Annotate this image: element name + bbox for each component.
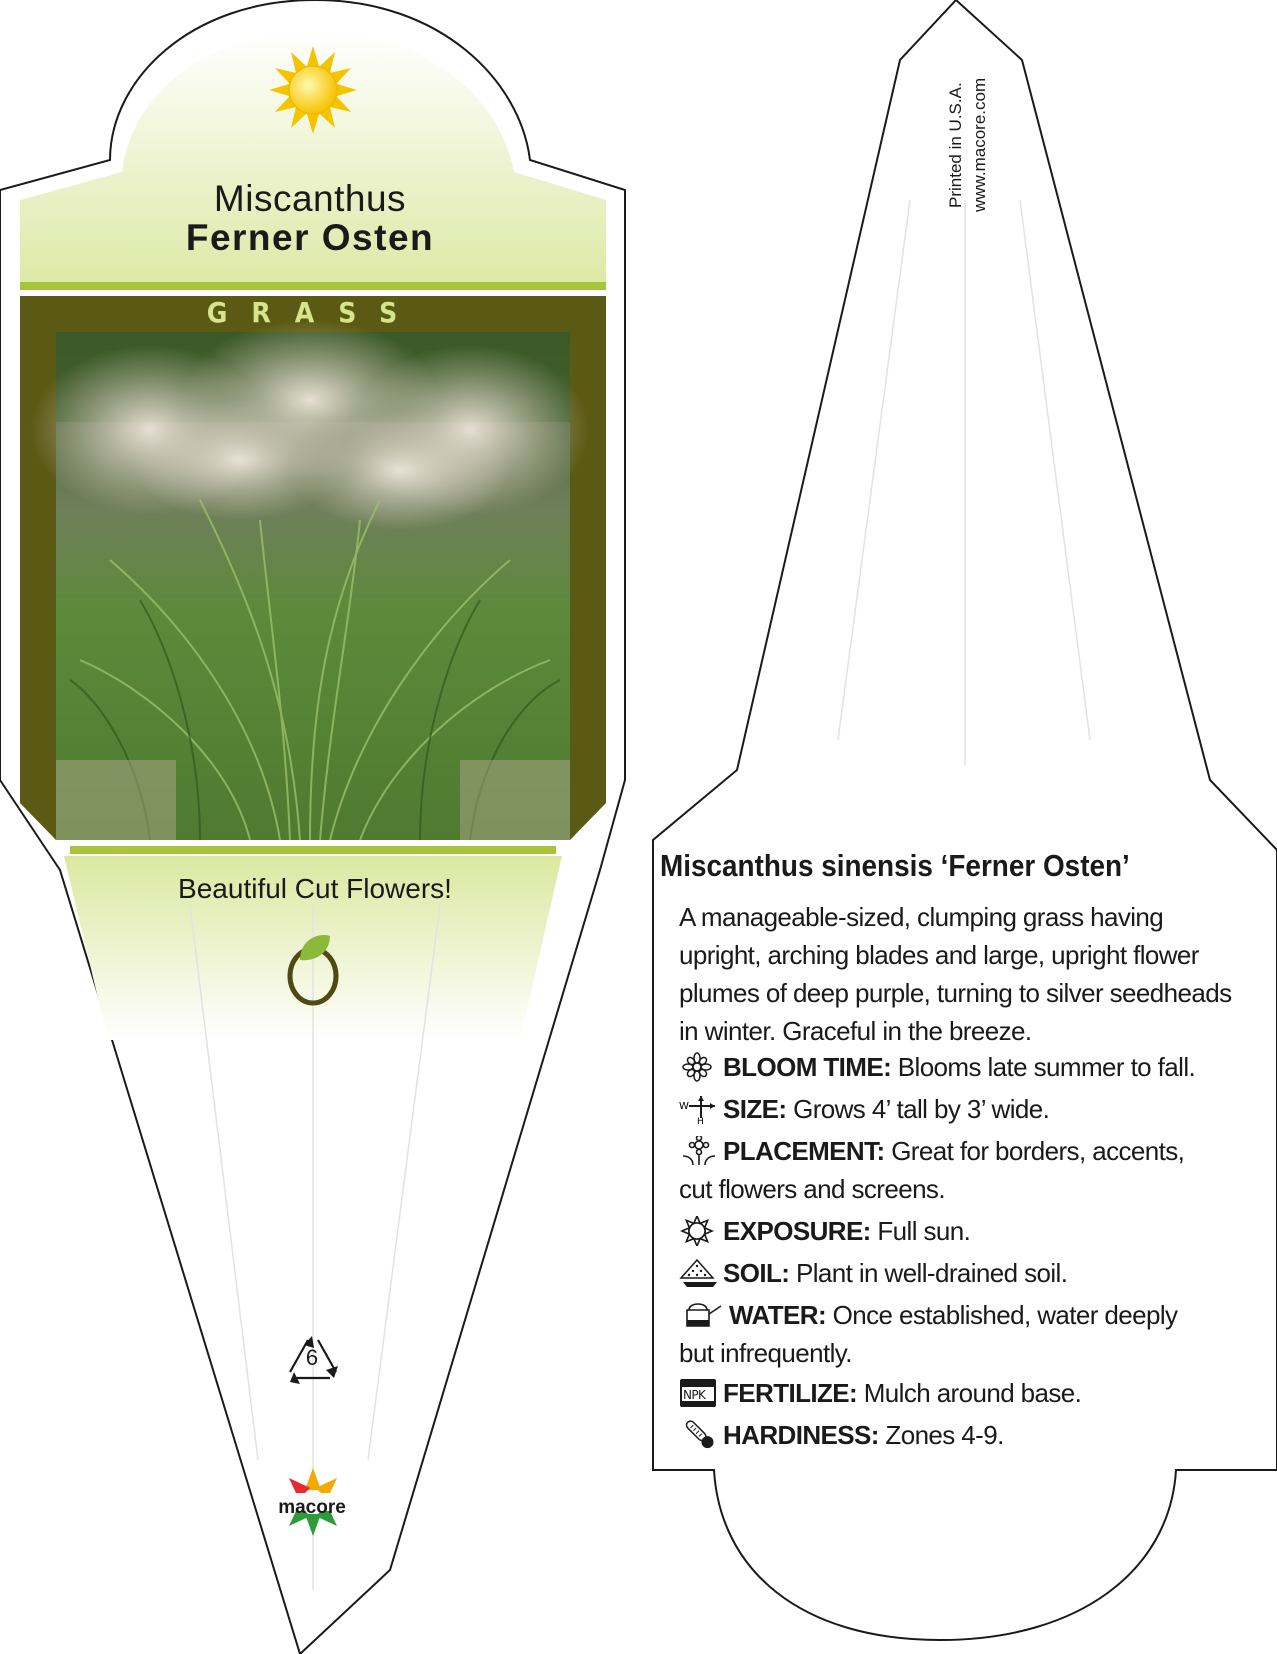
- soil-icon: [679, 1258, 719, 1288]
- svg-text:W: W: [679, 1101, 689, 1112]
- plant-cultivar: Ferner Osten: [185, 217, 435, 258]
- ornamental-grass-photo: [30, 320, 590, 840]
- care-label: EXPOSURE:: [723, 1216, 871, 1246]
- watering-can-icon: [679, 1300, 725, 1330]
- size-icon: [679, 1094, 719, 1124]
- care-label: SOIL:: [723, 1258, 790, 1288]
- care-label: FERTILIZE:: [723, 1378, 858, 1408]
- plant-genus: Miscanthus: [213, 178, 407, 219]
- care-text: Zones 4-9.: [885, 1420, 1004, 1450]
- svg-text:H: H: [697, 1117, 704, 1124]
- care-label: SIZE:: [723, 1094, 787, 1124]
- back-title: Miscanthus sinensis ‘Ferner Osten’: [660, 848, 1130, 883]
- care-placement: [679, 1132, 1199, 1208]
- care-text: Full sun.: [877, 1216, 971, 1246]
- care-text: Great for borders, accents, cut flowers and screens.: [679, 1136, 1185, 1204]
- care-text: Once established, water deeply but infrequently.: [679, 1300, 1178, 1368]
- care-label: WATER:: [729, 1300, 827, 1330]
- print-country: Printed in U.S.A.: [946, 82, 965, 208]
- care-water: [679, 1296, 1199, 1372]
- brand-name: macore: [278, 1497, 346, 1518]
- care-label: HARDINESS:: [723, 1420, 879, 1450]
- svg-text:NPK: NPK: [683, 1388, 706, 1402]
- plant-category: GRASS: [206, 296, 422, 329]
- flower-icon: [679, 1052, 719, 1082]
- front-slogan: Beautiful Cut Flowers!: [178, 873, 452, 904]
- care-text: Mulch around base.: [863, 1378, 1082, 1408]
- thermometer-icon: [679, 1420, 719, 1450]
- sun-icon: [679, 1216, 719, 1246]
- front-header-rule: [20, 282, 606, 290]
- care-text: Grows 4’ tall by 3’ wide.: [793, 1094, 1050, 1124]
- care-text: Plant in well-drained soil.: [795, 1258, 1068, 1288]
- care-fertilize: [679, 1374, 1259, 1412]
- front-lower-rule: [70, 846, 556, 854]
- care-label: BLOOM TIME:: [723, 1052, 892, 1082]
- plant-description: A manageable-sized, clumping grass having upright, arching blades and large, upright flower plumes of deep purple, turning to silver seedheads in winter. Graceful in the breeze.: [679, 902, 1232, 1046]
- website: www.macore.com: [970, 77, 989, 212]
- care-size: [679, 1090, 1259, 1128]
- care-bloom-time: [679, 1048, 1259, 1086]
- care-hardiness: [679, 1416, 1259, 1454]
- care-soil: [679, 1254, 1259, 1292]
- care-text: Blooms late summer to fall.: [897, 1052, 1196, 1082]
- care-label: PLACEMENT:: [723, 1136, 885, 1166]
- recycle-number: 6: [305, 1345, 319, 1370]
- care-exposure: [679, 1212, 1259, 1250]
- npk-icon: [679, 1378, 719, 1408]
- placement-icon: [679, 1136, 719, 1166]
